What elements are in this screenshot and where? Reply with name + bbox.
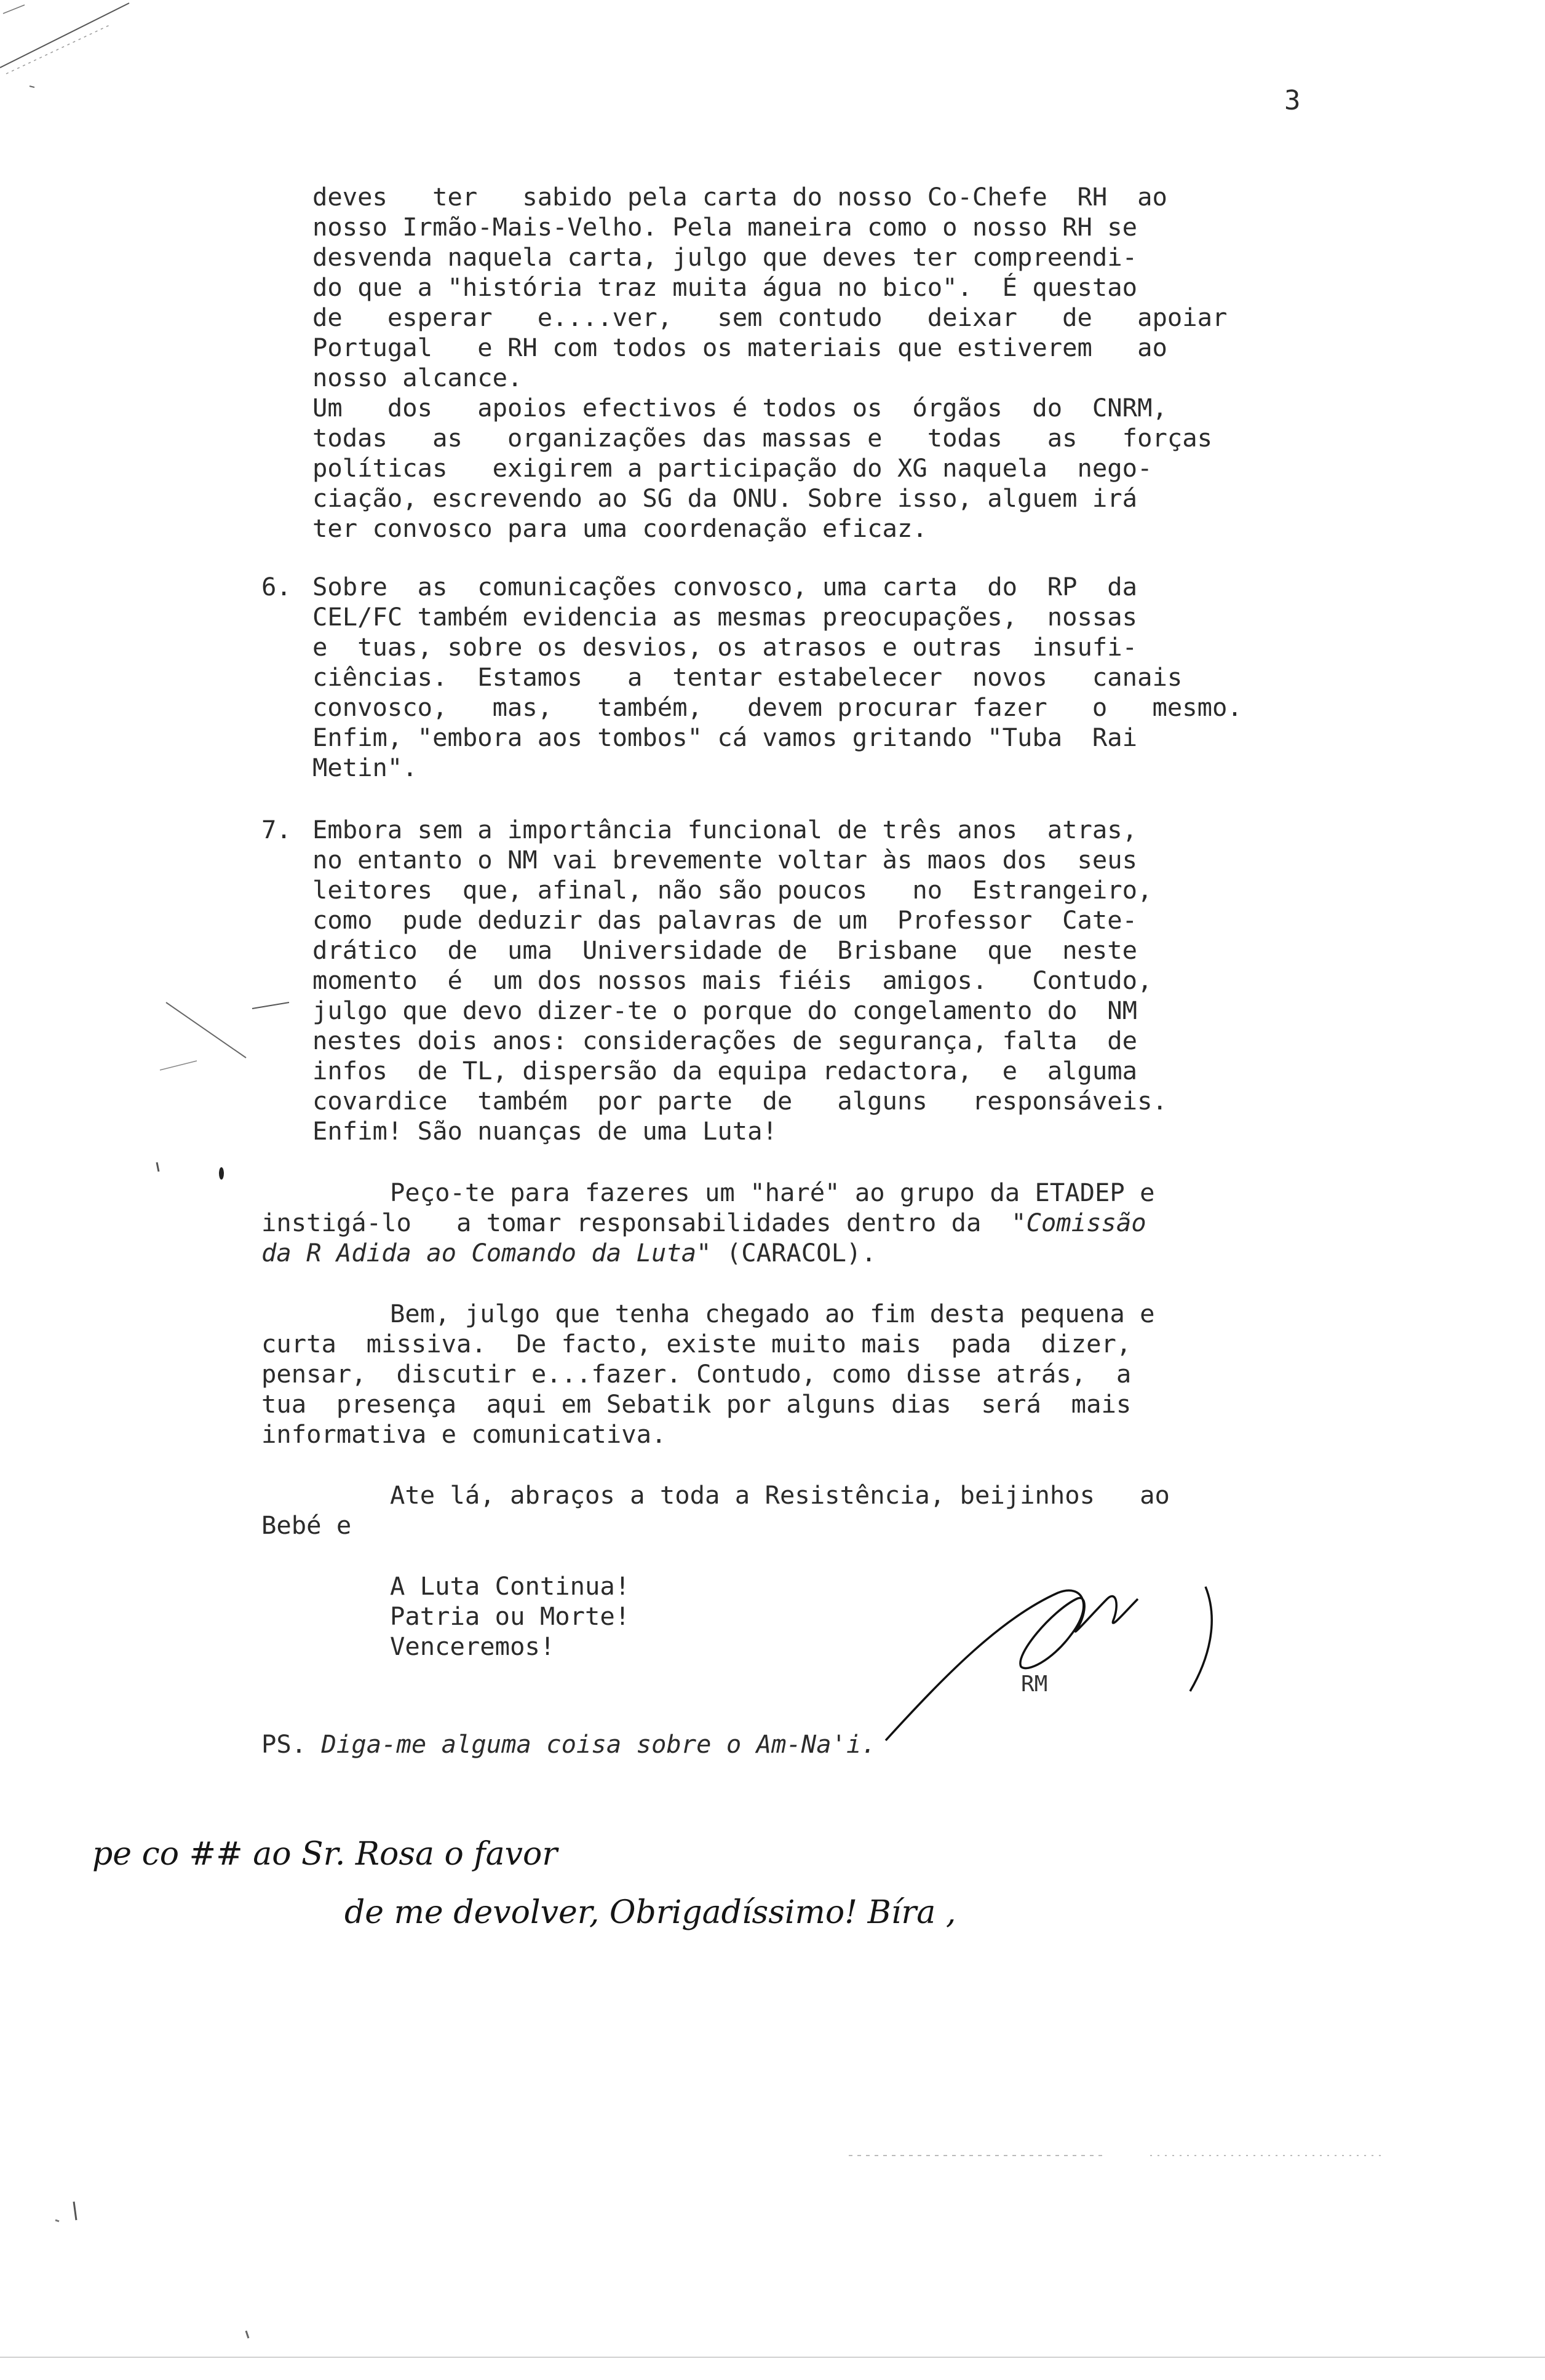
text-line: políticas exigirem a participação do XG naquela nego- xyxy=(312,453,1153,483)
slogan-line: A Luta Continua! xyxy=(390,1571,630,1601)
text-line: CEL/FC também evidencia as mesmas preocupações, nossas xyxy=(312,602,1138,632)
text-line: do que a "história traz muita água no bico". É questao xyxy=(312,272,1138,302)
handwritten-note-line: de me devolver, Obrigadíssimo! Bíra , xyxy=(344,1894,956,1931)
text-line: convosco, mas, também, devem procurar fazer o mesmo. xyxy=(312,692,1242,722)
text-line: Bebé e xyxy=(261,1510,352,1540)
text-line: nosso alcance. xyxy=(312,363,523,392)
scan-bottom-edge xyxy=(0,2357,1545,2358)
text-line: desvenda naquela carta, julgo que deves ter compreendi- xyxy=(312,242,1138,272)
text-line: tua presença aqui em Sebatik por alguns dias será mais xyxy=(261,1389,1132,1419)
text-line xyxy=(261,1208,1146,1238)
signature-initials: RM xyxy=(1021,1672,1048,1697)
text-line: Bem, julgo que tenha chegado ao fim desta pequena e xyxy=(390,1299,1155,1328)
text-line: ciências. Estamos a tentar estabelecer novos canais xyxy=(312,662,1183,692)
text-line: Um dos apoios efectivos é todos os órgãos do CNRM, xyxy=(312,393,1167,422)
ps-line xyxy=(261,1729,876,1759)
text-line: nosso Irmão-Mais-Velho. Pela maneira como o nosso RH se xyxy=(312,212,1138,242)
text-line: Sobre as comunicações convosco, uma carta do RP da xyxy=(312,572,1138,601)
handwritten-note-line: pe co ## ao Sr. Rosa o favor xyxy=(92,1836,558,1873)
page-number: 3 xyxy=(1284,85,1301,116)
text-line: Portugal e RH com todos os materiais que estiverem ao xyxy=(312,333,1167,362)
text-line: leitores que, afinal, não são poucos no Estrangeiro, xyxy=(312,875,1153,905)
text-line: e tuas, sobre os desvios, os atrasos e outras insufi- xyxy=(312,632,1138,662)
text-line: Peço-te para fazeres um "haré" ao grupo da ETADEP e xyxy=(390,1178,1155,1207)
handwritten-signature xyxy=(873,1562,1255,1747)
text-line: de esperar e....ver, sem contudo deixar de apoiar xyxy=(312,303,1228,332)
text-line: curta missiva. De facto, existe muito mais pada dizer, xyxy=(261,1329,1132,1359)
text-line: nestes dois anos: considerações de segurança, falta de xyxy=(312,1026,1138,1055)
text-line: Metin". xyxy=(312,753,418,782)
text-line: deves ter sabido pela carta do nosso Co-Chefe RH ao xyxy=(312,182,1167,212)
text-segment: instigá-lo a tomar responsabilidades dentro da xyxy=(261,1208,1012,1237)
ps-text: Diga-me alguma coisa sobre o Am-Na'i. xyxy=(321,1729,876,1759)
italic-segment: da R Adida ao Comando da Luta" xyxy=(261,1238,712,1267)
text-line: Enfim! São nuanças de uma Luta! xyxy=(312,1116,777,1146)
text-line: ter convosco para uma coordenação eficaz. xyxy=(312,514,927,543)
text-line: informativa e comunicativa. xyxy=(261,1419,667,1449)
text-line: momento é um dos nossos mais fiéis amigos. Contudo, xyxy=(312,966,1153,995)
item-number: 6. xyxy=(261,572,292,601)
slogan-line: Patria ou Morte! xyxy=(390,1601,630,1631)
margin-marks xyxy=(148,959,295,1224)
text-line: julgo que devo dizer-te o porque do congelamento do NM xyxy=(312,996,1138,1025)
text-segment: (CARACOL). xyxy=(711,1238,876,1267)
text-line: todas as organizações das massas e todas as forças xyxy=(312,423,1212,453)
text-line: como pude deduzir das palavras de um Professor Cate- xyxy=(312,905,1138,935)
text-line: Enfim, "embora aos tombos" cá vamos gritando "Tuba Rai xyxy=(312,723,1138,752)
ps-label: PS. xyxy=(261,1729,307,1759)
scan-artifacts xyxy=(0,1999,1545,2368)
text-line: no entanto o NM vai brevemente voltar às maos dos seus xyxy=(312,845,1138,875)
text-line: ciação, escrevendo ao SG da ONU. Sobre isso, alguem irá xyxy=(312,483,1138,513)
text-line: Embora sem a importância funcional de três anos atras, xyxy=(312,815,1138,844)
text-line: covardice também por parte de alguns responsáveis. xyxy=(312,1086,1167,1116)
text-line: drático de uma Universidade de Brisbane que neste xyxy=(312,935,1138,965)
text-line xyxy=(261,1238,876,1268)
text-line: Ate lá, abraços a toda a Resistência, beijinhos ao xyxy=(390,1480,1170,1510)
scan-corner-marks xyxy=(0,0,160,111)
item-number: 7. xyxy=(261,815,292,844)
slogan-line: Venceremos! xyxy=(390,1632,555,1661)
italic-segment: "Comissão xyxy=(1011,1208,1146,1237)
text-line: pensar, discutir e...fazer. Contudo, como disse atrás, a xyxy=(261,1359,1132,1389)
text-line: infos de TL, dispersão da equipa redactora, e alguma xyxy=(312,1056,1138,1085)
